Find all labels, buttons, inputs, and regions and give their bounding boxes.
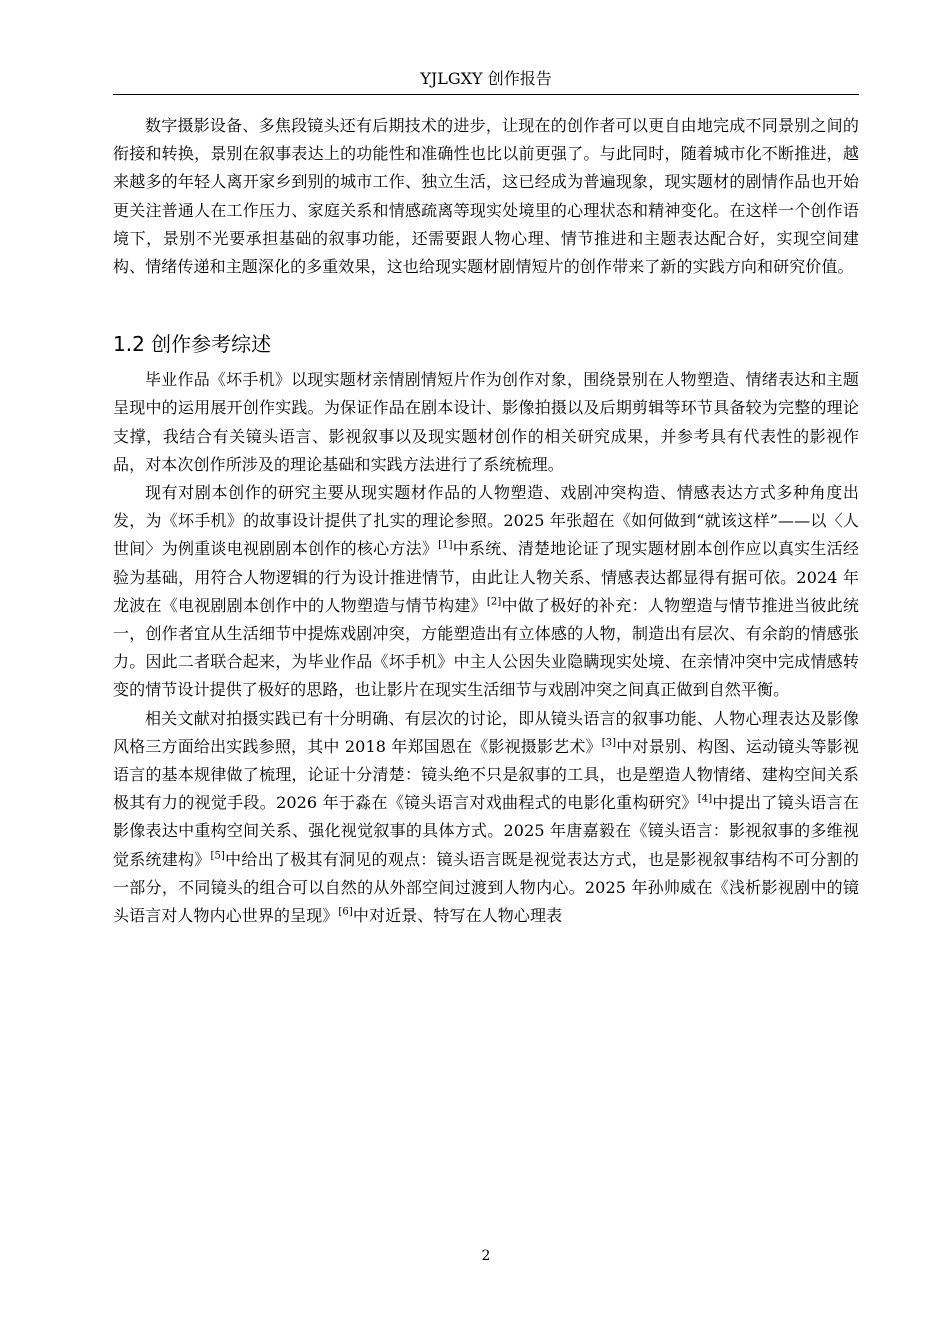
- page-number: 2: [481, 1248, 491, 1264]
- citation-marker: [2]: [486, 596, 502, 608]
- citation-marker: [1]: [438, 540, 453, 552]
- citation-marker: [5]: [210, 850, 226, 862]
- paragraph-text: 中提出了镜头语言在影像表达中重构空间关系、强化视觉叙事的具体方式。2025 年唐嘉毅在《镜头语言：影视叙事的多维视觉系统建构》: [113, 793, 859, 869]
- citation-marker: [4]: [697, 793, 713, 805]
- header-divider: [113, 94, 859, 95]
- citation-marker: [6]: [338, 906, 353, 918]
- paragraph-text: 中做了极好的补充：人物塑造与情节推进当彼此统一，创作者宜从生活细节中提炼戏剧冲突，方能塑造出有立体感的人物，制造出有层次、有余韵的情感张力。因此二者联合起来，为毕业作品《坏手机》中主人公因失业隐瞒现实处境、在亲情冲突中完成情感转变的情节设计提供了极好的思路，也让影片在现实生活细节与戏剧冲突之间真正做到自然平衡。: [113, 595, 859, 700]
- paragraph-text: 中对近景、特写在人物心理表: [352, 906, 563, 926]
- paragraph-text: 中对景别、构图、运动镜头等影视语言的基本规律做了梳理，论证十分清楚：镜头绝不只是叙事的工具，也是塑造人物情绪、建构空间关系极其有力的视觉手段。2026 年于淼在《镜头语言对戏曲程式的电影化重构研究》: [113, 736, 859, 813]
- paragraph-text: 中系统、清楚地论证了现实题材剧本创作应以真实生活经验为基础，用符合人物逻辑的行为设计推进情节，由此让人物关系、情感表达都显得有据可依。2024 年龙波在《电视剧剧本创作中的人物塑造与情节构建》: [113, 539, 859, 615]
- paragraph-script-research: [113, 479, 859, 705]
- citation-marker: [3]: [601, 737, 617, 749]
- page-body: [113, 112, 859, 930]
- paragraph-text: 相关文献对拍摄实践已有十分明确、有层次的讨论，即从镜头语言的叙事功能、人物心理表达及影像风格三方面给出实践参照，其中 2018 年郑国恩在《影视摄影艺术》: [113, 708, 859, 756]
- running-header-title: YJLGXY 创作报告: [420, 69, 552, 88]
- paragraph-shooting-research: [113, 705, 859, 931]
- paragraph-overview: 毕业作品《坏手机》以现实题材亲情剧情短片作为创作对象，围绕景别在人物塑造、情绪表达和主题呈现中的运用展开创作实践。为保证作品在剧本设计、影像拍摄以及后期剪辑等环节具备较为完整的理论支撑，我结合有关镜头语言、影视叙事以及现实题材创作的相关研究成果，并参考具有代表性的影视作品，对本次创作所涉及的理论基础和实践方法进行了系统梳理。: [113, 370, 859, 474]
- section-heading: 1.2 创作参考综述: [113, 332, 272, 357]
- intro-paragraph: 数字摄影设备、多焦段镜头还有后期技术的进步，让现在的创作者可以更自由地完成不同景别之间的衔接和转换，景别在叙事表达上的功能性和准确性也比以前更强了。与此同时，随着城市化不断推进，越来越多的年轻人离开家乡到别的城市工作、独立生活，这已经成为普遍现象，现实题材的剧情作品也开始更关注普通人在工作压力、家庭关系和情感疏离等现实处境里的心理状态和精神变化。在这样一个创作语境下，景别不光要承担基础的叙事功能，还需要跟人物心理、情节推进和主题表达配合好，实现空间建构、情绪传递和主题深化的多重效果，这也给现实题材剧情短片的创作带来了新的实践方向和研究价值。: [113, 116, 859, 277]
- paragraph-text: 中给出了极其有洞见的观点：镜头语言既是视觉表达方式，也是影视叙事结构不可分割的一部分，不同镜头的组合可以自然的从外部空间过渡到人物内心。2025 年孙帅威在《浅析影视剧中的镜头语言对人物内心世界的呈现》: [113, 849, 859, 926]
- paragraph-text: 现有对剧本创作的研究主要从现实题材作品的人物塑造、戏剧冲突构造、情感表达方式多种角度出发，为《坏手机》的故事设计提供了扎实的理论参照。2025 年张超在《如何做到“就该这样”——以〈人世间〉为例重谈电视剧剧本创作的核心方法》: [113, 483, 859, 559]
